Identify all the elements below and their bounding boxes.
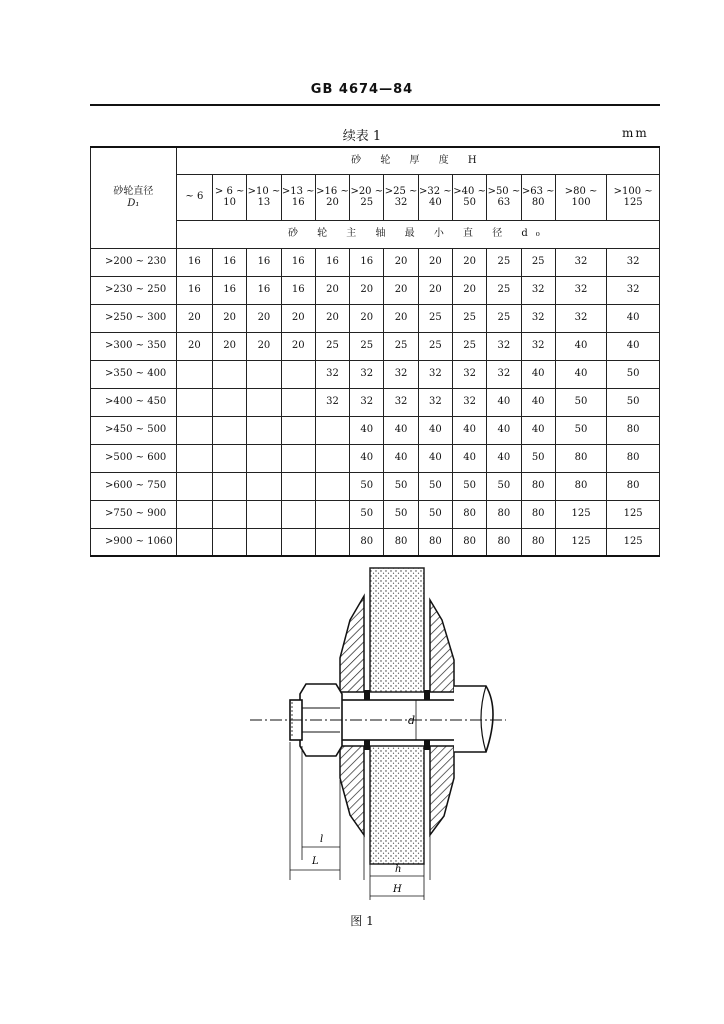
spindle-diameter-cell: 50 [452, 472, 486, 500]
spindle-diameter-cell [281, 472, 315, 500]
thickness-col-header: >50 ~ 63 [487, 174, 521, 220]
spindle-diameter-cell: 80 [607, 472, 660, 500]
spindle-diameter-cell: 40 [521, 388, 555, 416]
thickness-col-header: >40 ~ 50 [452, 174, 486, 220]
thickness-header: 砂 轮 厚 度 H [176, 147, 659, 174]
spindle-diameter-cell [247, 360, 281, 388]
spindle-diameter-cell [247, 500, 281, 528]
spindle-header: 砂 轮 主 轴 最 小 直 径 d₀ [176, 220, 659, 248]
spindle-diameter-cell: 40 [384, 416, 418, 444]
thickness-col-header: >13 ~ 16 [281, 174, 315, 220]
spindle-diameter-cell: 40 [555, 332, 606, 360]
thickness-col-header: >80 ~ 100 [555, 174, 606, 220]
spindle-diameter-cell: 20 [384, 276, 418, 304]
spindle-diameter-table [90, 146, 660, 557]
spindle-diameter-cell: 20 [384, 304, 418, 332]
spindle-diameter-cell: 50 [521, 444, 555, 472]
spindle-diameter-cell: 16 [213, 276, 247, 304]
diameter-range-cell: >300 ~ 350 [91, 332, 177, 360]
spindle-diameter-cell: 40 [418, 416, 452, 444]
spindle-diameter-cell: 20 [213, 332, 247, 360]
diameter-range-cell: >400 ~ 450 [91, 388, 177, 416]
spindle-diameter-cell: 16 [350, 248, 384, 276]
table-row [91, 528, 660, 556]
spindle-diameter-cell: 40 [607, 332, 660, 360]
diameter-range-cell: >750 ~ 900 [91, 500, 177, 528]
left-flange-lower [340, 746, 364, 835]
table-row [91, 304, 660, 332]
thickness-col-header: ~ 6 [176, 174, 212, 220]
spindle-diameter-cell: 40 [555, 360, 606, 388]
spindle-diameter-cell: 50 [384, 500, 418, 528]
spindle-diameter-cell: 80 [521, 500, 555, 528]
row-header-symbol: D₁ [127, 197, 140, 209]
spindle-diameter-cell: 16 [247, 276, 281, 304]
table-row [91, 276, 660, 304]
row-header-cell [91, 147, 177, 248]
spindle-diameter-cell: 20 [418, 248, 452, 276]
thickness-col-header: >25 ~ 32 [384, 174, 418, 220]
spindle-diameter-cell: 32 [607, 276, 660, 304]
spindle-diameter-cell: 40 [418, 444, 452, 472]
spindle-diameter-cell: 80 [555, 472, 606, 500]
spindle-diameter-cell: 32 [607, 248, 660, 276]
thickness-col-header: >100 ~ 125 [607, 174, 660, 220]
label-l: l [320, 834, 324, 845]
spindle-diameter-cell: 80 [607, 444, 660, 472]
standard-number: GB 4674—84 [310, 82, 414, 97]
wheel-top [370, 568, 424, 692]
spindle-diameter-cell: 40 [350, 416, 384, 444]
spindle-diameter-cell: 80 [555, 444, 606, 472]
spindle-diameter-cell: 50 [384, 472, 418, 500]
spindle-diameter-cell: 20 [452, 276, 486, 304]
spindle-diameter-cell: 40 [384, 444, 418, 472]
label-H: H [393, 884, 402, 895]
spindle-diameter-cell: 32 [555, 304, 606, 332]
table-row [91, 388, 660, 416]
spindle-diameter-cell: 40 [487, 444, 521, 472]
spindle-diameter-cell [213, 388, 247, 416]
spindle-diameter-cell: 32 [384, 388, 418, 416]
spindle-diameter-cell: 32 [452, 388, 486, 416]
spindle-diameter-cell [247, 472, 281, 500]
spindle-diameter-cell: 25 [452, 304, 486, 332]
spindle-diameter-cell: 16 [176, 276, 212, 304]
spindle-diameter-cell: 32 [452, 360, 486, 388]
spindle-diameter-cell: 20 [247, 304, 281, 332]
spindle-diameter-cell: 80 [418, 528, 452, 556]
spindle-diameter-cell [213, 444, 247, 472]
spindle-diameter-cell [176, 528, 212, 556]
table-row [91, 500, 660, 528]
spindle-diameter-cell: 40 [350, 444, 384, 472]
spindle-diameter-cell [281, 500, 315, 528]
spindle-diameter-cell [213, 500, 247, 528]
spindle-diameter-cell [247, 416, 281, 444]
spindle-diameter-cell: 40 [452, 416, 486, 444]
spindle-diameter-cell [315, 444, 349, 472]
spindle-diameter-cell [247, 528, 281, 556]
thickness-col-header: >32 ~ 40 [418, 174, 452, 220]
spindle-diameter-cell: 40 [521, 360, 555, 388]
diameter-range-cell: >200 ~ 230 [91, 248, 177, 276]
spindle-diameter-cell: 50 [487, 472, 521, 500]
spindle-diameter-cell [176, 360, 212, 388]
spindle-diameter-cell: 16 [281, 248, 315, 276]
table-row [91, 360, 660, 388]
spindle-diameter-cell: 20 [247, 332, 281, 360]
spindle-diameter-cell: 50 [607, 388, 660, 416]
spindle-diameter-cell [247, 388, 281, 416]
spindle-diameter-cell: 32 [384, 360, 418, 388]
spindle-diameter-cell: 40 [521, 416, 555, 444]
spindle-diameter-cell: 20 [315, 276, 349, 304]
spindle-diameter-cell [213, 472, 247, 500]
spindle-diameter-cell [176, 416, 212, 444]
label-L: L [312, 856, 319, 867]
left-flange [340, 596, 364, 692]
spindle-diameter-cell: 80 [452, 528, 486, 556]
spindle-diameter-cell [213, 360, 247, 388]
spindle-diameter-cell [315, 472, 349, 500]
spindle-diameter-cell [176, 444, 212, 472]
spindle-diameter-cell: 125 [607, 500, 660, 528]
spindle-diameter-cell [176, 388, 212, 416]
thickness-col-header: >16 ~ 20 [315, 174, 349, 220]
spindle-diameter-cell [213, 528, 247, 556]
spindle-diameter-cell: 80 [521, 472, 555, 500]
spindle-diameter-cell [213, 416, 247, 444]
thickness-col-header: >10 ~ 13 [247, 174, 281, 220]
diameter-range-cell: >500 ~ 600 [91, 444, 177, 472]
spindle-diameter-cell: 125 [555, 528, 606, 556]
spindle-diameter-cell: 32 [418, 388, 452, 416]
spindle-diameter-cell: 50 [350, 500, 384, 528]
spindle-diameter-cell: 125 [555, 500, 606, 528]
spindle-diameter-cell: 20 [315, 304, 349, 332]
spindle-diameter-cell: 80 [487, 500, 521, 528]
spindle-diameter-cell [281, 416, 315, 444]
figure-1-diagram [250, 560, 520, 900]
spindle-diameter-cell: 20 [350, 276, 384, 304]
diameter-range-cell: >350 ~ 400 [91, 360, 177, 388]
spindle-diameter-cell: 80 [607, 416, 660, 444]
table-row [91, 472, 660, 500]
spindle-diameter-cell: 40 [487, 388, 521, 416]
row-header-label: 砂轮直径 [113, 186, 154, 198]
spindle-diameter-cell [281, 360, 315, 388]
spindle-diameter-cell: 125 [607, 528, 660, 556]
spindle-diameter-cell: 25 [487, 248, 521, 276]
diameter-range-cell: >900 ~ 1060 [91, 528, 177, 556]
spindle-diameter-cell: 20 [176, 332, 212, 360]
spindle-diameter-cell: 25 [384, 332, 418, 360]
spindle-diameter-cell: 80 [521, 528, 555, 556]
spindle-diameter-cell: 32 [315, 360, 349, 388]
spindle-diameter-cell: 16 [247, 248, 281, 276]
spindle-diameter-cell: 40 [452, 444, 486, 472]
thickness-col-header: > 6 ~ 10 [213, 174, 247, 220]
spindle-diameter-cell: 80 [452, 500, 486, 528]
spindle-diameter-cell: 16 [176, 248, 212, 276]
table-caption: 续表 1 [342, 129, 382, 144]
diameter-range-cell: >450 ~ 500 [91, 416, 177, 444]
spindle-diameter-cell: 20 [281, 304, 315, 332]
thickness-col-header: >63 ~ 80 [521, 174, 555, 220]
spindle-diameter-cell: 32 [487, 332, 521, 360]
spindle-diameter-cell: 32 [555, 248, 606, 276]
spindle-diameter-cell: 25 [350, 332, 384, 360]
spindle-diameter-cell: 20 [213, 304, 247, 332]
spindle-diameter-cell: 20 [418, 276, 452, 304]
spindle-diameter-cell [176, 472, 212, 500]
spindle-diameter-cell: 20 [350, 304, 384, 332]
spindle-diameter-cell: 32 [521, 304, 555, 332]
spindle-diameter-cell: 32 [315, 388, 349, 416]
spindle-diameter-cell: 16 [213, 248, 247, 276]
spindle-diameter-cell [176, 500, 212, 528]
spindle-diameter-cell: 32 [418, 360, 452, 388]
label-d: d [408, 714, 416, 727]
right-flange-lower [430, 746, 454, 835]
spindle-diameter-cell [315, 528, 349, 556]
spindle-diameter-cell: 20 [281, 332, 315, 360]
figure-caption: 图 1 [350, 914, 374, 928]
spindle-diameter-cell: 80 [350, 528, 384, 556]
header-rule [90, 104, 660, 106]
spindle-diameter-cell [281, 528, 315, 556]
spindle-diameter-cell: 25 [452, 332, 486, 360]
spindle-diameter-cell: 50 [555, 416, 606, 444]
diameter-range-cell: >250 ~ 300 [91, 304, 177, 332]
wheel-bottom [370, 746, 424, 864]
label-h: h [395, 864, 402, 875]
spindle-diameter-cell: 25 [418, 304, 452, 332]
spindle-diameter-cell: 16 [315, 248, 349, 276]
spindle-diameter-cell: 32 [487, 360, 521, 388]
table-row [91, 444, 660, 472]
right-flange [430, 600, 454, 692]
spindle-diameter-cell: 32 [521, 332, 555, 360]
spindle-diameter-cell: 50 [555, 388, 606, 416]
spindle-diameter-cell: 16 [281, 276, 315, 304]
spindle-diameter-cell: 40 [487, 416, 521, 444]
spindle-diameter-cell [281, 388, 315, 416]
diameter-range-cell: >600 ~ 750 [91, 472, 177, 500]
spindle-diameter-cell: 20 [452, 248, 486, 276]
spindle-diameter-cell: 25 [487, 276, 521, 304]
spindle-diameter-cell [315, 500, 349, 528]
spindle-diameter-cell: 50 [418, 500, 452, 528]
spindle-diameter-cell: 32 [521, 276, 555, 304]
spindle-diameter-cell: 25 [315, 332, 349, 360]
diameter-range-cell: >230 ~ 250 [91, 276, 177, 304]
spindle-diameter-cell: 25 [521, 248, 555, 276]
spindle-diameter-cell: 50 [418, 472, 452, 500]
spindle-diameter-cell [315, 416, 349, 444]
table-row [91, 248, 660, 276]
spindle-diameter-cell: 25 [418, 332, 452, 360]
spindle-diameter-cell: 80 [384, 528, 418, 556]
unit-label: mm [622, 126, 649, 140]
spindle-diameter-cell: 50 [607, 360, 660, 388]
spindle-diameter-cell [281, 444, 315, 472]
spindle-diameter-cell: 32 [555, 276, 606, 304]
spindle-diameter-cell: 20 [176, 304, 212, 332]
spindle-diameter-cell: 20 [384, 248, 418, 276]
spindle-diameter-cell [247, 444, 281, 472]
table-row [91, 332, 660, 360]
table-row [91, 416, 660, 444]
spindle-diameter-cell: 80 [487, 528, 521, 556]
spindle-diameter-cell: 50 [350, 472, 384, 500]
spindle-diameter-cell: 32 [350, 360, 384, 388]
spindle-diameter-cell: 32 [350, 388, 384, 416]
spindle-diameter-cell: 25 [487, 304, 521, 332]
thickness-columns-row [91, 174, 660, 220]
spindle-diameter-cell: 40 [607, 304, 660, 332]
thickness-col-header: >20 ~ 25 [350, 174, 384, 220]
